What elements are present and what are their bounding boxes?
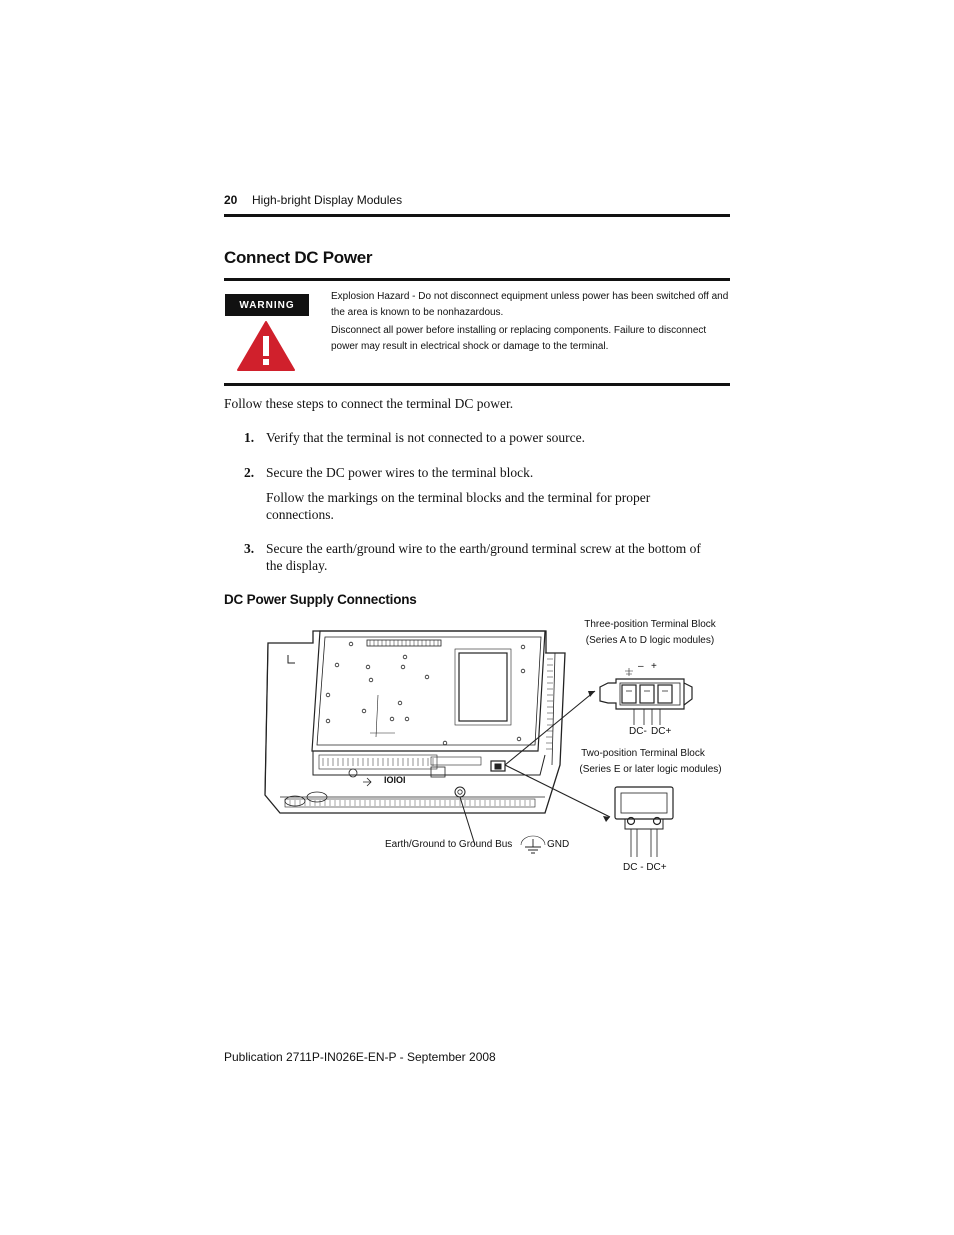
dc-plus-label: DC+ bbox=[651, 726, 672, 737]
three-position-caption-2: (Series A to D logic modules) bbox=[585, 635, 715, 646]
step-text: Secure the earth/ground wire to the earth/ground terminal screw at the bottom of the display. bbox=[266, 541, 701, 573]
subsection-title: DC Power Supply Connections bbox=[224, 592, 417, 607]
step-number: 3. bbox=[244, 541, 255, 556]
two-position-caption-2: (Series E or later logic modules) bbox=[579, 764, 722, 775]
running-title: High-bright Display Modules bbox=[252, 193, 403, 207]
dc-minus-label: DC- bbox=[629, 726, 647, 737]
step-subtext: Follow the markings on the terminal blocks and the terminal for proper connections. bbox=[266, 490, 651, 522]
intro-text: Follow these steps to connect the terminal DC power. bbox=[224, 396, 514, 411]
terminal-minus-label: – bbox=[638, 661, 644, 672]
page-number: 20 bbox=[224, 193, 238, 207]
two-position-caption-1: Two-position Terminal Block bbox=[581, 748, 705, 759]
two-position-dc-labels: DC - DC+ bbox=[623, 862, 667, 873]
warning-top-rule bbox=[224, 278, 730, 281]
terminal-plus-label: + bbox=[651, 661, 657, 672]
gnd-label: GND bbox=[547, 839, 570, 850]
earth-ground-label: Earth/Ground to Ground Bus bbox=[385, 839, 513, 850]
publication-footer: Publication 2711P-IN026E-EN-P - September 2008 bbox=[224, 1050, 496, 1064]
warning-triangle-icon bbox=[236, 320, 296, 377]
step-number: 2. bbox=[244, 465, 255, 480]
header-rule bbox=[224, 214, 730, 217]
serial-port-label: IOIOI bbox=[384, 775, 406, 785]
step-text: Verify that the terminal is not connected to a power source. bbox=[266, 430, 586, 445]
section-title: Connect DC Power bbox=[224, 248, 373, 267]
warning-badge: WARNING bbox=[225, 294, 309, 316]
warning-text-1: Explosion Hazard - Do not disconnect equipment unless power has been switched off and the area is known to be nonhazardous. bbox=[331, 291, 729, 318]
warning-text-2: Disconnect all power before installing or replacing components. Failure to disconnect power may result in electrical shock or damage to the terminal. bbox=[331, 325, 707, 352]
step-text: Secure the DC power wires to the terminal block. bbox=[266, 465, 534, 480]
three-position-caption-1: Three-position Terminal Block bbox=[584, 619, 716, 630]
step-number: 1. bbox=[244, 430, 255, 445]
warning-bottom-rule bbox=[224, 383, 730, 386]
